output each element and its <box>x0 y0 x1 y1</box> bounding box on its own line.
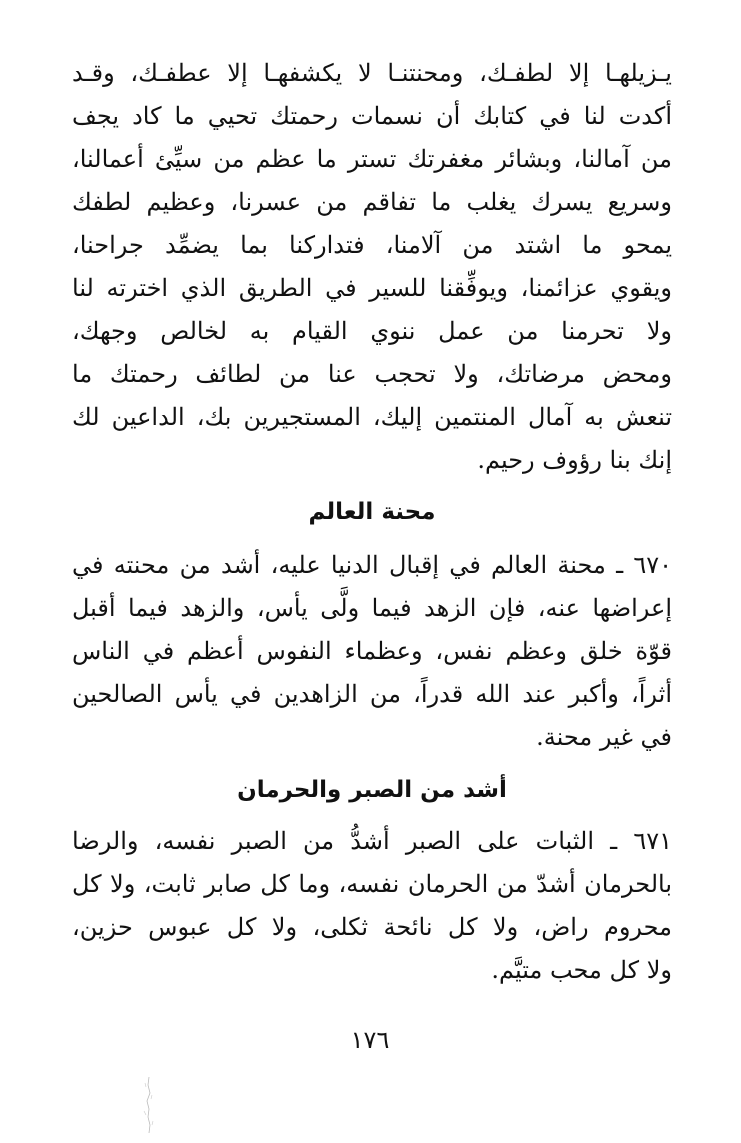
paragraph-line: ولا تحرمنا من عمل ننوي القيام به لخالص وجهك، <box>72 317 672 345</box>
scan-artifact-mark <box>140 1075 158 1135</box>
paragraph-line: بالحرمان أشدّ من الحرمان نفسه، وما كل صابر ثابت، ولا كل <box>72 870 672 898</box>
section-heading: محنة العالم <box>308 499 436 525</box>
paragraph-line: إنك بنا رؤوف رحيم. <box>477 446 672 474</box>
paragraph-line: ومحض مرضاتك، ولا تحجب عنا من لطائف رحمتك ما <box>72 360 672 388</box>
paragraph-line: ٦٧٠ ـ محنة العالم في إقبال الدنيا عليه، أشد من محنته في <box>72 551 672 579</box>
section-2-paragraph <box>72 820 672 992</box>
paragraph-line: ويقوي عزائمنا، ويوفِّقنا للسير في الطريق الذي اخترته لنا <box>72 274 672 302</box>
section-1-paragraph <box>72 544 672 759</box>
page-number: ١٧٦ <box>350 1026 390 1054</box>
paragraph-line: أكدت لنا في كتابك أن نسمات رحمتك تحيي ما كاد يجف <box>72 102 672 130</box>
section-heading: أشد من الصبر والحرمان <box>237 777 507 803</box>
paragraph-line: يمحو ما اشتد من آلامنا، فتداركنا بما يضمِّد جراحنا، <box>72 231 672 259</box>
paragraph-line: أثراً، وأكبر عند الله قدراً، من الزاهدين في يأس الصالحين <box>72 680 672 708</box>
paragraph-line: ولا كل محب متيَّم. <box>491 956 672 984</box>
paragraph-line: ٦٧١ ـ الثبات على الصبر أشدُّ من الصبر نفسه، والرضا <box>72 827 672 855</box>
intro-paragraph <box>72 52 672 482</box>
paragraph-line: يـزيلهـا إلا لطفـك، ومحنتنـا لا يكشفهـا إلا عطفـك، وقـد <box>72 59 672 87</box>
paragraph-line: محروم راض، ولا كل نائحة ثكلى، ولا كل عبوس حزين، <box>72 913 672 941</box>
paragraph-line: تنعش به آمال المنتمين إليك، المستجيرين بك، الداعين لك <box>72 403 672 431</box>
paragraph-line: من آمالنا، وبشائر مغفرتك تستر ما عظم من سيِّئ أعمالنا، <box>72 145 672 173</box>
paragraph-line: قوّة خلق وعظم نفس، وعظماء النفوس أعظم في الناس <box>72 637 672 665</box>
paragraph-line: وسريع يسرك يغلب ما تفاقم من عسرنا، وعظيم لطفك <box>72 188 672 216</box>
paragraph-line: في غير محنة. <box>536 723 672 751</box>
paragraph-line: إعراضها عنه، فإن الزهد فيما ولَّى يأس، والزهد فيما أقبل <box>72 594 672 622</box>
